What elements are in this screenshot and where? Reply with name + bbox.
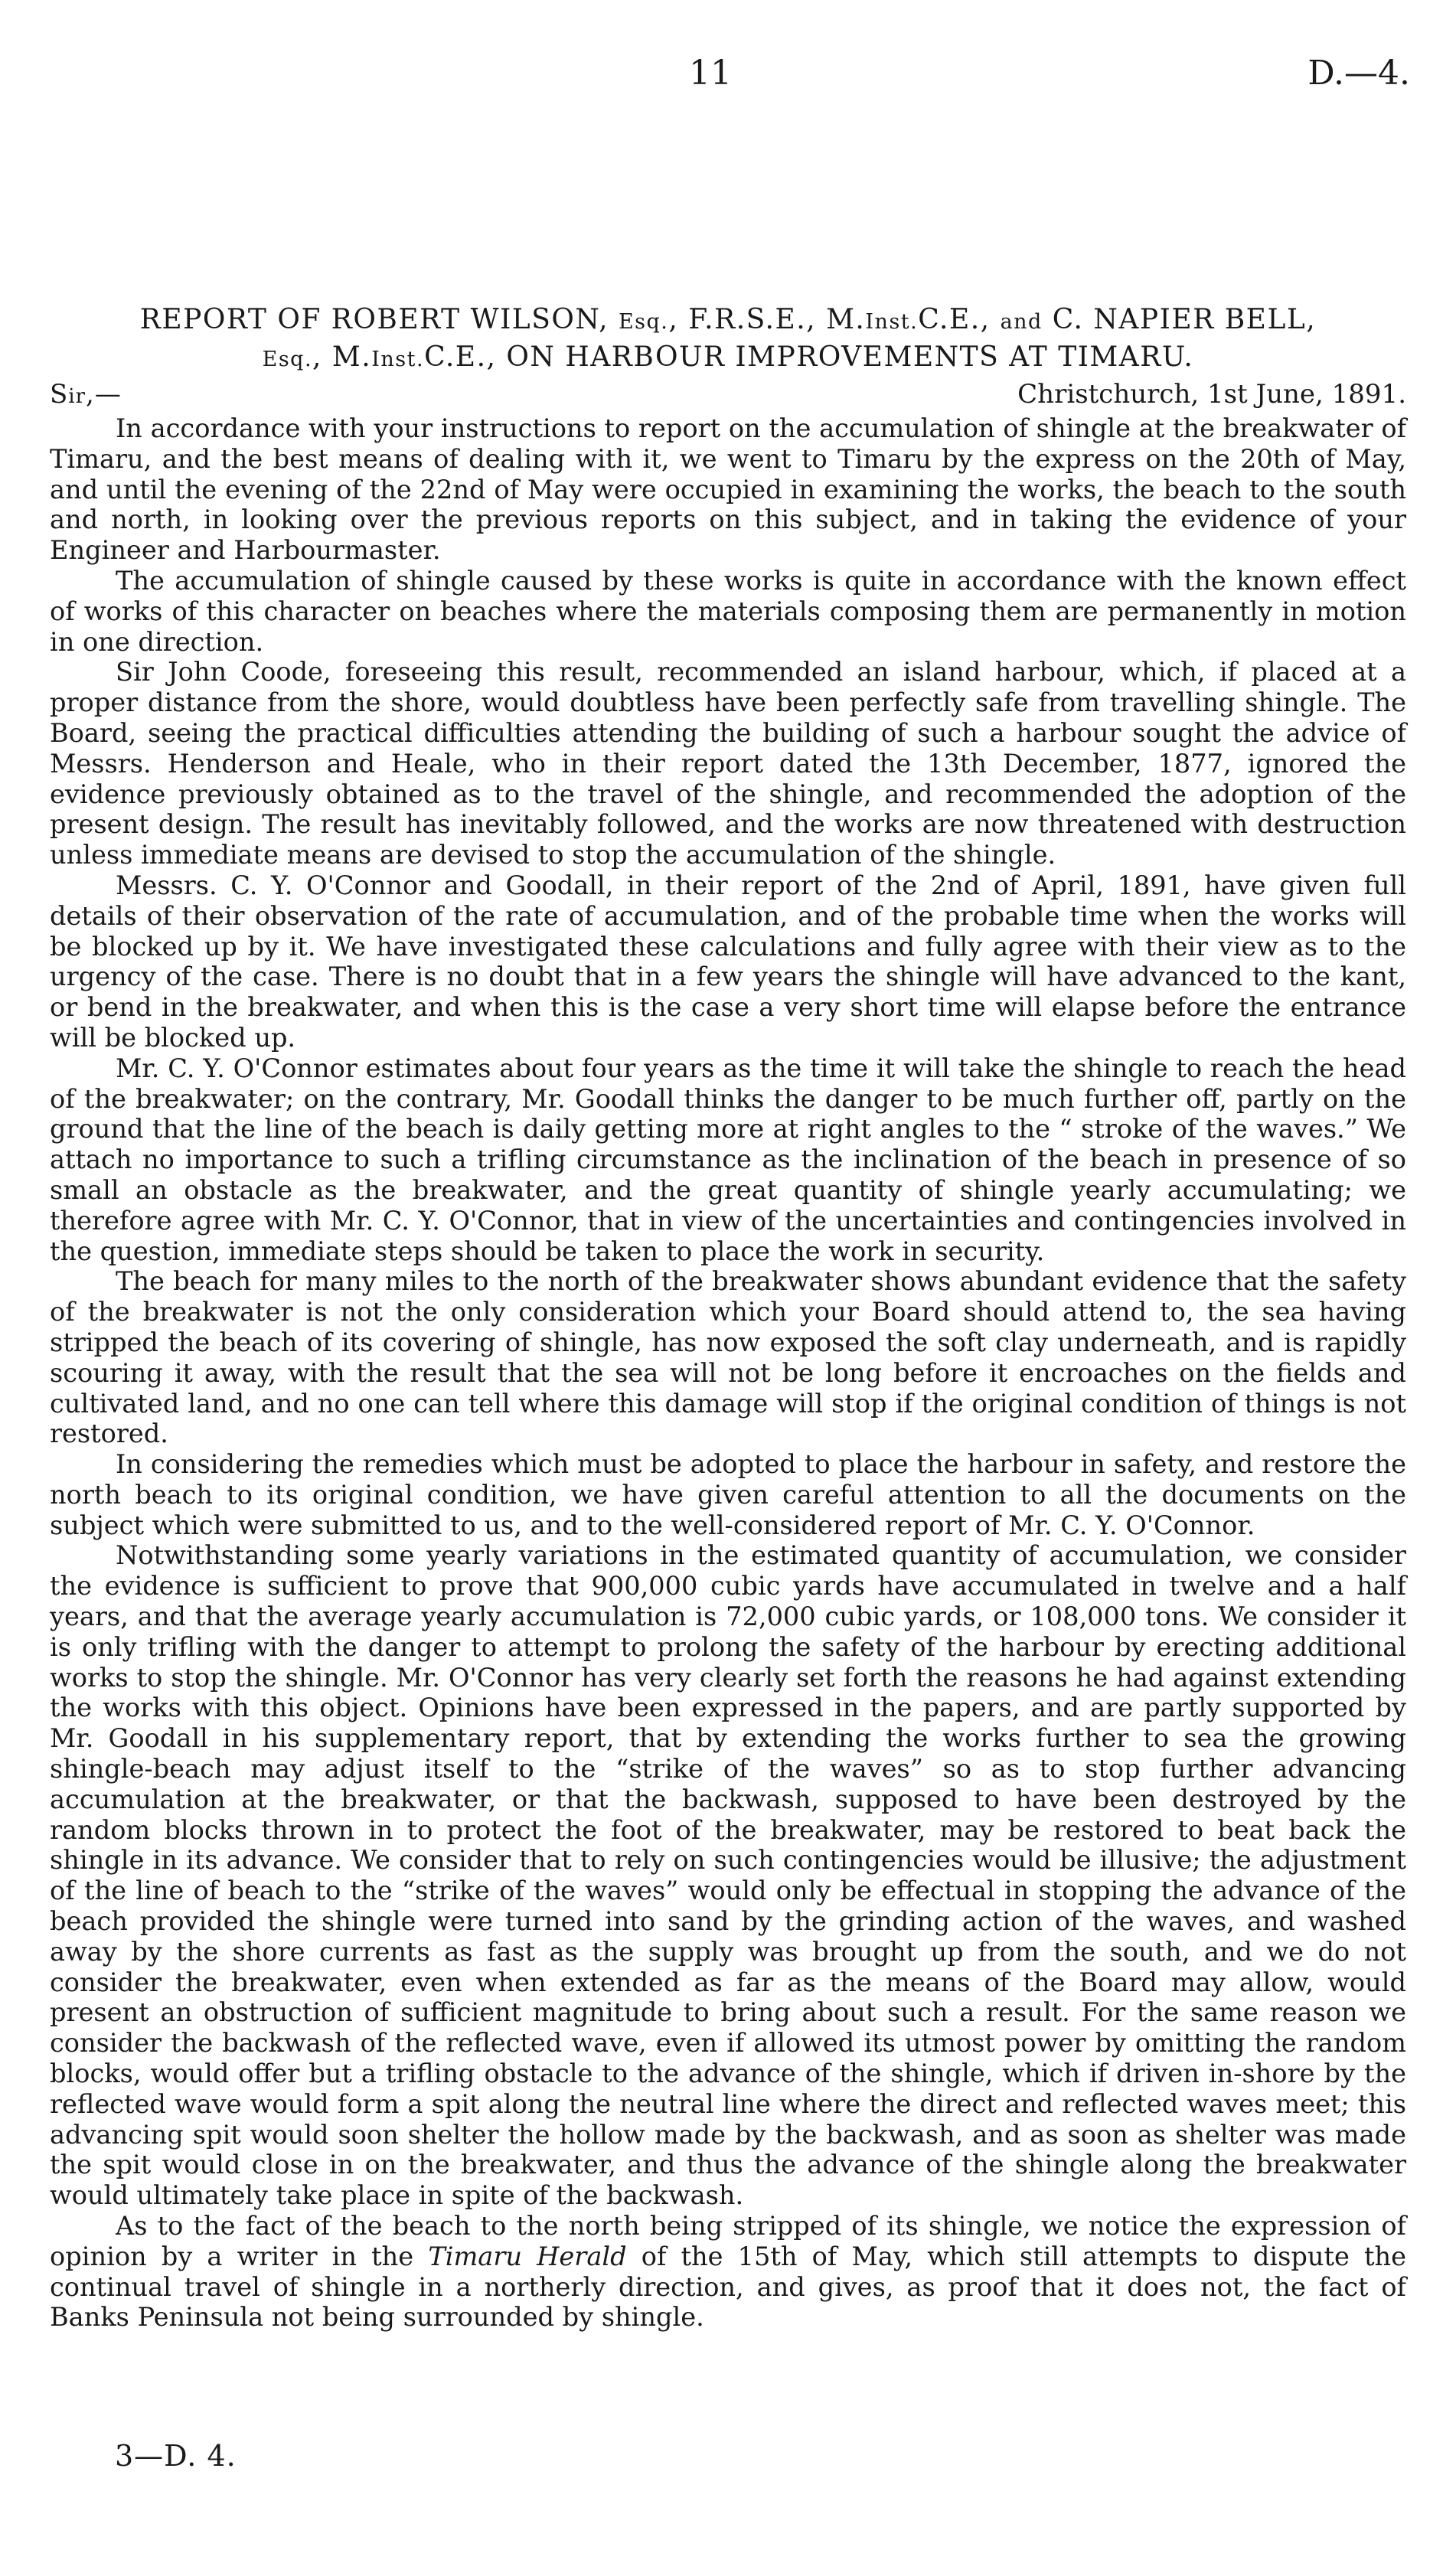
- page-header: [0, 54, 1456, 100]
- paragraph: The beach for many miles to the north of the breakwater shows abundant evidence that the safety of the breakwater is not the only consideration which your Board should attend to, the sea having stripped the beach of its covering of shingle, has now exposed the soft clay underneath, and is rapidly scouring it away, with the result that the sea will not be long before it encroaches on the fields and cultivated land, and no one can tell where this damage will stop if the original condition of things is not restored.: [50, 1266, 1406, 1449]
- paragraph-last: As to the fact of the beach to the north being stripped of its shingle, we notice the expression of opinion by a writer in the Timaru Herald of the 15th of May, which still attempts to dispute the continual travel of shingle in a northerly direction, and gives, as proof that it does not, the fact of Banks Peninsula not being surrounded by shingle.: [50, 2211, 1406, 2333]
- salutation: Sir,—: [50, 379, 122, 410]
- report-body: [50, 413, 1406, 2333]
- paragraph: In considering the remedies which must be adopted to place the harbour in safety, and restore the north beach to its original condition, we have given careful attention to all the documents on the subject which were submitted to us, and to the well-considered report of Mr. C. Y. O'Connor.: [50, 1449, 1406, 1540]
- signature-mark: 3—D. 4.: [115, 2439, 237, 2473]
- document-reference: D.—4.: [1307, 54, 1410, 93]
- paragraph: Notwithstanding some yearly variations in the estimated quantity of accumulation, we consider the evidence is sufficient to prove that 900,000 cubic yards have accumulated in twelve and a half years, and that the average yearly accumulation is 72,000 cubic yards, or 108,000 tons. We consider it is only trifling with the danger to attempt to prolong the safety of the harbour by erecting additional works to stop the shingle. Mr. O'Connor has very clearly set forth the reasons he had against extending the works with this object. Opinions have been expressed in the papers, and are partly supported by Mr. Goodall in his supplementary report, that by extending the works further to sea the growing shingle-beach may adjust itself to the “strike of the waves” so as to stop further advancing accumulation at the breakwater, or that the backwash, supposed to have been destroyed by the random blocks thrown in to protect the foot of the breakwater, may be restored to beat back the shingle in its advance. We consider that to rely on such contingencies would be illusive; the adjustment of the line of beach to the “strike of the waves” would only be effectual in stopping the advance of the beach provided the shingle were turned into sand by the grinding action of the waves, and washed away by the shore currents as fast as the supply was brought up from the south, and we do not consider the breakwater, even when extended as far as the means of the Board may allow, would present an obstruction of sufficient magnitude to bring about such a result. For the same reason we consider the backwash of the reflected wave, even if allowed its utmost power by omitting the random blocks, would offer but a trifling obstacle to the advance of the shingle, which if driven in-shore by the reflected wave would form a spit along the neutral line where the direct and reflected waves meet; this advancing spit would soon shelter the hollow made by the backwash, and as soon as shelter was made the spit would close in on the breakwater, and thus the advance of the shingle along the breakwater would ultimately take place in spite of the backwash.: [50, 1540, 1406, 2211]
- salutation-row: [50, 379, 1406, 416]
- report-title: REPORT OF ROBERT WILSON, Esq., F.R.S.E., M.Inst.C.E., and C. NAPIER BELL, Esq., M.Inst.C.E., ON HARBOUR IMPROVEMENTS AT TIMARU.: [139, 304, 1317, 373]
- paragraph: Messrs. C. Y. O'Connor and Goodall, in their report of the 2nd of April, 1891, have given full details of their observation of the rate of accumulation, and of the probable time when the works will be blocked up by it. We have investigated these calculations and fully agree with their view as to the urgency of the case. There is no doubt that in a few years the shingle will have advanced to the kant, or bend in the breakwater, and when this is the case a very short time will elapse before the entrance will be blocked up.: [50, 870, 1406, 1053]
- place-and-date: Christchurch, 1st June, 1891.: [1017, 379, 1406, 410]
- paragraph: The accumulation of shingle caused by these works is quite in accordance with the known effect of works of this character on beaches where the materials composing them are permanently in motion in one direction.: [50, 565, 1406, 657]
- paragraph: Sir John Coode, foreseeing this result, recommended an island harbour, which, if placed at a proper distance from the shore, would doubtless have been perfectly safe from travelling shingle. The Board, seeing the practical difficulties attending the building of such a harbour sought the advice of Messrs. Henderson and Heale, who in their report dated the 13th December, 1877, ignored the evidence previously obtained as to the travel of the shingle, and recommended the adoption of the present design. The result has inevitably followed, and the works are now threatened with destruction unless immediate means are devised to stop the accumulation of the shingle.: [50, 657, 1406, 870]
- paragraph: Mr. C. Y. O'Connor estimates about four years as the time it will take the shingle to reach the head of the breakwater; on the contrary, Mr. Goodall thinks the danger to be much further off, partly on the ground that the line of the beach is daily getting more at right angles to the “ stroke of the waves.” We attach no importance to such a trifling circumstance as the inclination of the beach in presence of so small an obstacle as the breakwater, and the great quantity of shingle yearly accumulating; we therefore agree with Mr. C. Y. O'Connor, that in view of the uncertainties and contingencies involved in the question, immediate steps should be taken to place the work in security.: [50, 1053, 1406, 1266]
- page-number: 11: [689, 54, 732, 93]
- paragraph: In accordance with your instructions to report on the accumulation of shingle at the breakwater of Timaru, and the best means of dealing with it, we went to Timaru by the express on the 20th of May, and until the evening of the 22nd of May were occupied in examining the works, the beach to the south and north, in looking over the previous reports on this subject, and in taking the evidence of your Engineer and Harbourmaster.: [50, 413, 1406, 566]
- newspaper-title: Timaru Herald: [428, 2241, 627, 2271]
